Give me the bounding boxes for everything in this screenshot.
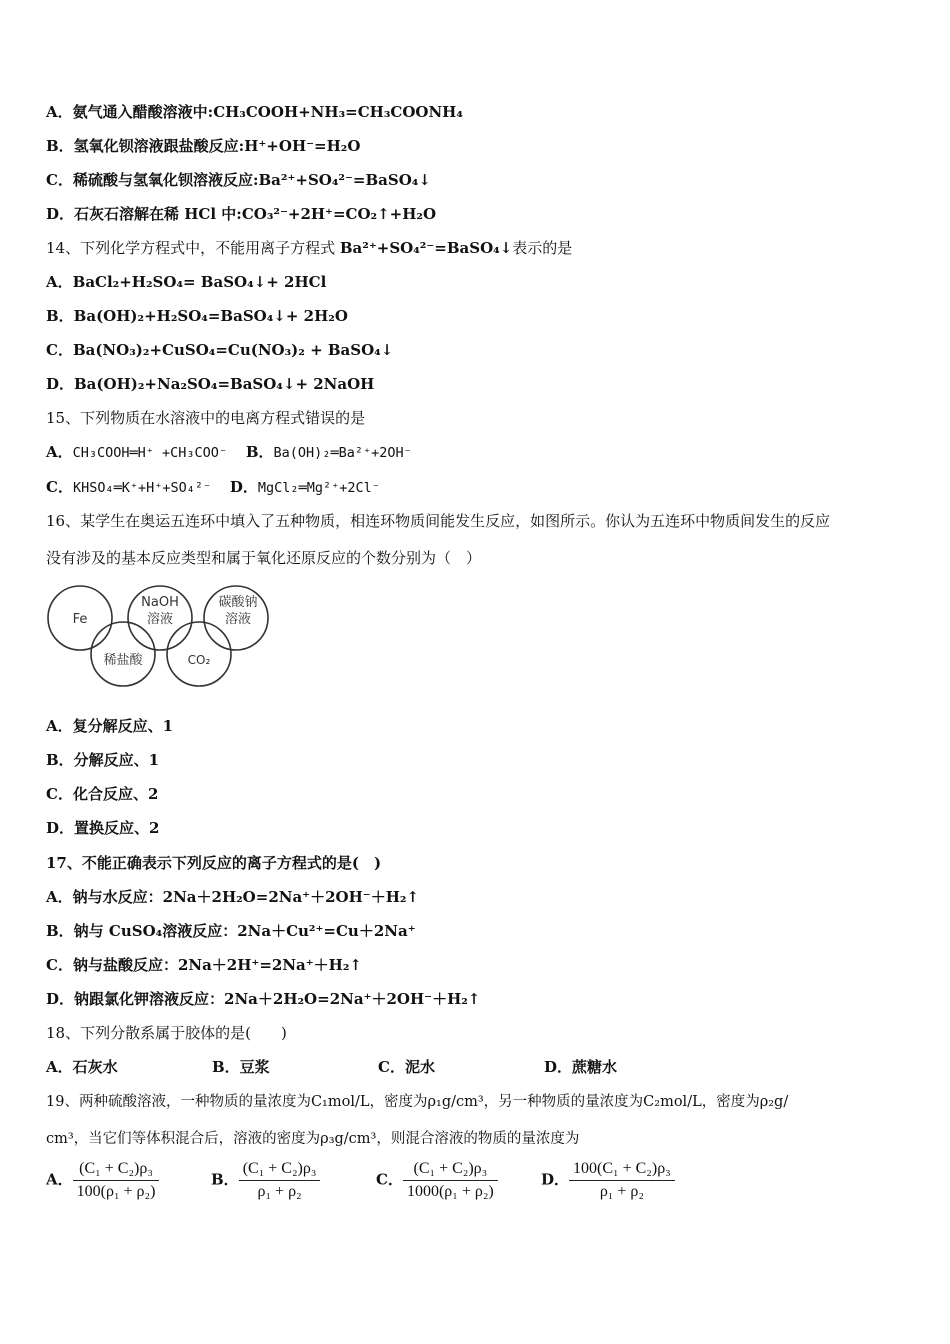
q15-option-b: Ba(OH)₂═Ba²⁺+2OH⁻: [273, 445, 412, 461]
q19-c-numerator: (C₁ + C₂)ρ₃: [403, 1160, 498, 1181]
q14-stem-a: 14、下列化学方程式中，不能用离子方程式: [46, 239, 340, 257]
ring-label-naoh-2: 溶液: [146, 612, 174, 627]
q19-d-numerator: 100(C₁ + C₂)ρ₃: [569, 1160, 675, 1181]
q19-c-denominator: 1000(ρ₁ + ρ₂): [406, 1183, 494, 1200]
ring-label-hcl: 稀盐酸: [103, 653, 143, 668]
q19-b-label: B．: [211, 1170, 239, 1189]
q17-option-c: C．钠与盐酸反应：2Na＋2H⁺=2Na⁺＋H₂↑: [46, 956, 362, 974]
q13-d-prefix: D．石灰石溶解在稀 HCl 中:: [46, 205, 242, 223]
q17-option-b: B．钠与 CuSO₄溶液反应：2Na＋Cu²⁺=Cu＋2Na⁺: [46, 922, 416, 940]
q19-option-a: [46, 1160, 211, 1201]
q18-option-c: C．泥水: [378, 1058, 435, 1076]
q16-option-c: C．化合反应、2: [46, 785, 159, 803]
q15-d-label: D．: [229, 478, 258, 496]
q14-option-b: B．Ba(OH)₂+H₂SO₄=BaSO₄↓+ 2H₂O: [46, 307, 348, 325]
q14-option-d: D．Ba(OH)₂+Na₂SO₄=BaSO₄↓+ 2NaOH: [46, 375, 375, 393]
ring-label-na2co3-1: 碳酸钠: [218, 595, 258, 610]
q13-b-equation: H⁺+OH⁻=H₂O: [244, 137, 361, 155]
q19-d-fraction: [569, 1160, 675, 1201]
q13-option-b: [46, 136, 360, 156]
q18-stem: 18、下列分散系属于胶体的是( ): [46, 1024, 287, 1042]
q15-options-row1: [46, 442, 412, 463]
q19-a-numerator: (C₁ + C₂)ρ₃: [73, 1160, 160, 1181]
q13-a-prefix: A．氨气通入醋酸溶液中:: [46, 103, 214, 121]
q16-stem-line1: 16、某学生在奥运五连环中填入了五种物质，相连环物质间能发生反应，如图所示。你认为五连环中物质间发生的反应: [46, 512, 831, 530]
q16-option-a: A．复分解反应、1: [46, 717, 174, 735]
q16-stem-line2: 没有涉及的基本反应类型和属于氧化还原反应的个数分别为（ ）: [46, 549, 482, 567]
olympic-rings-diagram: [46, 580, 286, 690]
q15-option-a: CH₃COOH═H⁺ +CH₃COO⁻: [72, 445, 228, 461]
q18-option-d: D．蔗糖水: [544, 1058, 618, 1076]
ring-label-co2: CO₂: [187, 653, 211, 667]
q18-option-b: B．豆浆: [212, 1058, 270, 1076]
q19-b-numerator: (C₁ + C₂)ρ₃: [239, 1160, 321, 1181]
ring-label-naoh-1: NaOH: [141, 595, 179, 610]
q19-c-label: C．: [376, 1170, 403, 1189]
q13-option-d: [46, 204, 436, 224]
q14-stem-b: 表示的是: [512, 239, 573, 257]
q13-option-a: [46, 102, 463, 122]
q19-d-label: D．: [541, 1170, 570, 1189]
ring-label-na2co3-2: 溶液: [224, 612, 252, 627]
q15-option-c: KHSO₄═K⁺+H⁺+SO₄²⁻: [72, 480, 212, 496]
q19-c-fraction: [403, 1160, 498, 1201]
q15-c-label: C．: [46, 478, 73, 496]
q19-b-fraction: [239, 1160, 321, 1201]
q17-option-a: A．钠与水反应：2Na＋2H₂O=2Na⁺＋2OH⁻＋H₂↑: [46, 888, 420, 906]
q15-a-label: A．: [46, 443, 73, 461]
q15-stem: 15、下列物质在水溶液中的电离方程式错误的是: [46, 409, 366, 427]
q19-options: [46, 1160, 675, 1201]
q14-option-a: A．BaCl₂+H₂SO₄= BaSO₄↓+ 2HCl: [46, 273, 327, 291]
q14-option-c: C．Ba(NO₃)₂+CuSO₄=Cu(NO₃)₂ + BaSO₄↓: [46, 341, 394, 359]
q13-c-prefix: C．稀硫酸与氢氧化钡溶液反应:: [46, 171, 259, 189]
q13-c-equation: Ba²⁺+SO₄²⁻=BaSO₄↓: [258, 171, 431, 189]
q18-option-a: A．石灰水: [46, 1058, 118, 1076]
q19-a-label: A．: [46, 1170, 73, 1189]
q19-a-fraction: [73, 1160, 160, 1201]
q15-option-d: MgCl₂═Mg²⁺+2Cl⁻: [257, 480, 380, 496]
q16-option-b: B．分解反应、1: [46, 751, 160, 769]
q14-stem-equation: Ba²⁺+SO₄²⁻=BaSO₄↓: [339, 239, 513, 257]
q17-stem: 17、不能正确表示下列反应的离子方程式的是( ): [46, 854, 382, 872]
q16-option-d: D．置换反应、2: [46, 819, 160, 837]
q19-option-c: [376, 1160, 541, 1201]
q19-stem-line1: 19、两种硫酸溶液，一种物质的量浓度为C₁mol/L，密度为ρ₁g/cm³，另一种物质的量浓度为C₂mol/L，密度为ρ₂g/: [46, 1094, 789, 1110]
q13-option-c: [46, 170, 431, 190]
q17-option-d: D．钠跟氯化钾溶液反应：2Na＋2H₂O=2Na⁺＋2OH⁻＋H₂↑: [46, 990, 481, 1008]
q13-b-prefix: B．氢氧化钡溶液跟盐酸反应:: [46, 137, 245, 155]
q19-option-d: [541, 1160, 675, 1201]
q15-b-label: B．: [245, 443, 274, 461]
q14-stem: [46, 238, 572, 258]
q13-a-equation: CH₃COOH+NH₃=CH₃COONH₄: [213, 103, 463, 121]
ring-label-fe: Fe: [72, 612, 88, 627]
q15-options-row2: [46, 477, 380, 498]
q19-b-denominator: ρ₁ + ρ₂: [257, 1183, 302, 1200]
q19-stem-line2: cm³，当它们等体积混合后，溶液的密度为ρ₃g/cm³，则混合溶液的物质的量浓度为: [46, 1131, 580, 1147]
q19-option-b: [211, 1160, 376, 1201]
q13-d-equation: CO₃²⁻+2H⁺=CO₂↑+H₂O: [241, 205, 437, 223]
q19-d-denominator: ρ₁ + ρ₂: [599, 1183, 644, 1200]
q18-options: [46, 1057, 617, 1077]
q19-a-denominator: 100(ρ₁ + ρ₂): [76, 1183, 156, 1200]
